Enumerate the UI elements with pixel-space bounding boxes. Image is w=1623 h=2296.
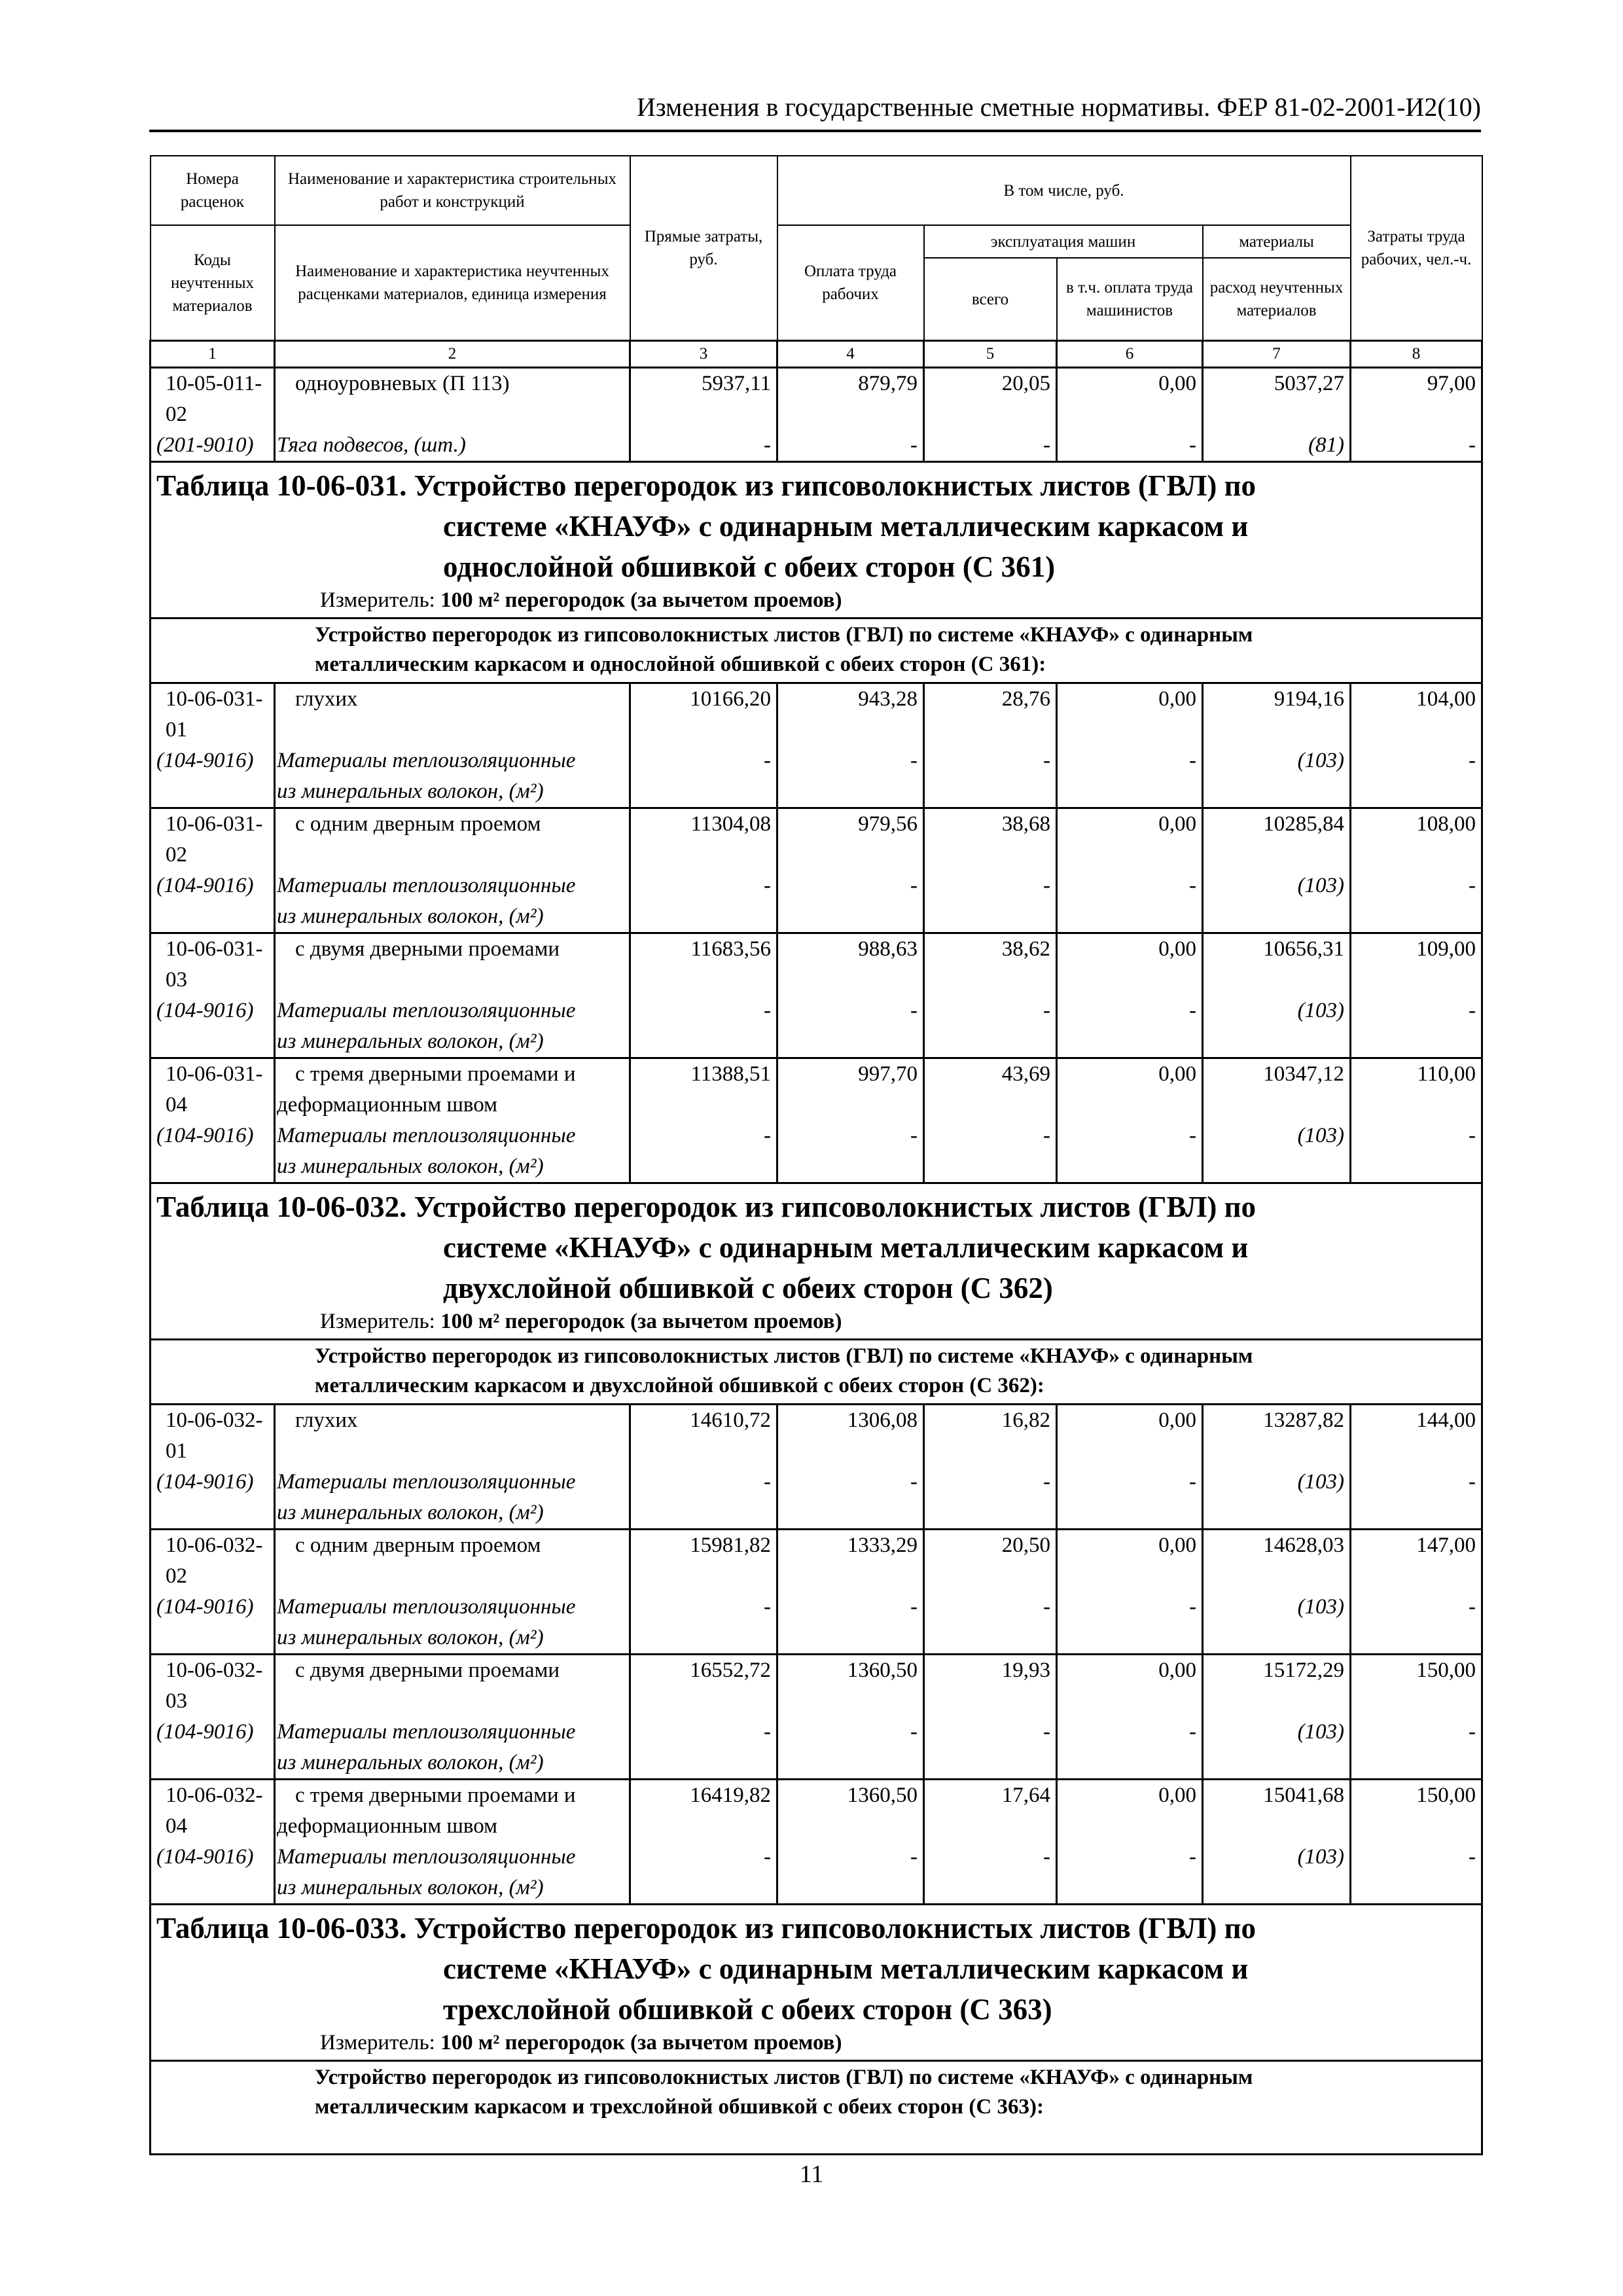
work-name: с двумя дверными проемами xyxy=(295,937,560,961)
value-cell xyxy=(630,1655,777,1780)
work-name-cell xyxy=(275,1780,630,1905)
material-value: - xyxy=(764,749,771,772)
value: 879,79 xyxy=(858,372,918,395)
value-cell xyxy=(630,1058,777,1183)
measure-value: 100 м² перегородок (за вычетом проемов) xyxy=(440,1310,842,1333)
value-cell xyxy=(1351,933,1482,1058)
value: 13287,82 xyxy=(1263,1408,1345,1432)
section-title-line: трехслойной обшивкой с обеих сторон (С 363) xyxy=(443,1993,1052,2026)
section-subtitle xyxy=(151,2061,1482,2155)
value-cell xyxy=(924,1655,1057,1780)
table-row xyxy=(151,933,1482,1058)
rate-code-suffix: 04 xyxy=(166,1814,187,1838)
material-value: (103) xyxy=(1297,1720,1345,1744)
rate-code-cell xyxy=(151,683,275,808)
value-cell xyxy=(1203,683,1351,808)
material-value: - xyxy=(910,433,918,457)
value-cell xyxy=(1351,368,1482,462)
work-name-cell xyxy=(275,1530,630,1655)
section-title-line: двухслойной обшивкой с обеих сторон (С 362) xyxy=(443,1272,1053,1304)
value: 20,05 xyxy=(1001,372,1050,395)
section-subtitle-line: металлическим каркасом и двухслойной обшивкой с обеих сторон (С 362): xyxy=(315,1374,1044,1397)
table-row xyxy=(151,683,1482,808)
value-cell xyxy=(777,1405,924,1530)
value-cell xyxy=(777,1655,924,1780)
material-value: - xyxy=(764,1720,771,1744)
header-materials: материалы xyxy=(1203,225,1351,258)
value: 17,64 xyxy=(1001,1784,1050,1807)
value: 38,68 xyxy=(1001,812,1050,836)
value: 150,00 xyxy=(1416,1784,1476,1807)
material-value: - xyxy=(1469,999,1476,1022)
material-value: (103) xyxy=(1297,749,1345,772)
material-value: - xyxy=(1189,749,1196,772)
value-cell xyxy=(777,933,924,1058)
material-value: - xyxy=(764,874,771,897)
value: 150,00 xyxy=(1416,1659,1476,1682)
section-title-line: Таблица 10-06-032. Устройство перегородок из гипсоволокнистых листов (ГВЛ) по xyxy=(156,1191,1257,1223)
material-name-cont: из минеральных волокон, (м²) xyxy=(277,905,544,928)
material-name-cont: из минеральных волокон, (м²) xyxy=(277,1626,544,1649)
material-value: - xyxy=(1189,1124,1196,1147)
material-code: (104-9016) xyxy=(156,874,254,897)
value: 0,00 xyxy=(1158,1659,1196,1682)
value-cell xyxy=(1203,933,1351,1058)
value-cell xyxy=(924,933,1057,1058)
material-value: - xyxy=(764,999,771,1022)
material-value: - xyxy=(1043,1720,1050,1744)
value-cell xyxy=(1057,1405,1203,1530)
work-name: с одним дверным проемом xyxy=(295,1534,541,1557)
value-cell xyxy=(1351,1655,1482,1780)
material-value: (103) xyxy=(1297,874,1345,897)
section-title-line: системе «КНАУФ» с одинарным металлическим каркасом и xyxy=(443,1231,1249,1264)
table-row xyxy=(151,1780,1482,1905)
material-value: - xyxy=(764,1470,771,1494)
value: 997,70 xyxy=(858,1062,918,1086)
rate-code-suffix: 02 xyxy=(166,843,187,867)
work-name-cont: деформационным швом xyxy=(277,1093,497,1117)
measure-value: 100 м² перегородок (за вычетом проемов) xyxy=(440,588,842,612)
value-cell xyxy=(777,1530,924,1655)
column-number: 5 xyxy=(924,341,1057,368)
rate-code: 10-06-032- xyxy=(166,1659,263,1682)
value: 11683,56 xyxy=(690,937,771,961)
work-name: с тремя дверными проемами и xyxy=(295,1784,576,1807)
material-code: (104-9016) xyxy=(156,1845,254,1869)
value: 104,00 xyxy=(1416,687,1476,711)
material-value: (81) xyxy=(1308,433,1345,457)
rate-code-suffix: 02 xyxy=(166,403,187,426)
material-code: (104-9016) xyxy=(156,999,254,1022)
value-cell xyxy=(630,1530,777,1655)
value-cell xyxy=(630,808,777,933)
material-value: - xyxy=(910,1470,918,1494)
column-number: 4 xyxy=(777,341,924,368)
material-value: - xyxy=(1043,1124,1050,1147)
header-including: В том числе, руб. xyxy=(777,156,1351,225)
material-code: (104-9016) xyxy=(156,1470,254,1494)
value: 147,00 xyxy=(1416,1534,1476,1557)
material-name: Материалы теплоизоляционные xyxy=(277,999,576,1022)
rate-code-cell xyxy=(151,1405,275,1530)
rate-code: 10-05-011- xyxy=(166,372,262,395)
work-name: с тремя дверными проемами и xyxy=(295,1062,576,1086)
work-name-cell xyxy=(275,808,630,933)
value: 38,62 xyxy=(1001,937,1050,961)
value: 16419,82 xyxy=(690,1784,771,1807)
material-value: - xyxy=(1043,749,1050,772)
value-cell xyxy=(1351,1780,1482,1905)
section-title-line: системе «КНАУФ» с одинарным металлическим каркасом и xyxy=(443,1952,1249,1985)
material-value: - xyxy=(1469,1595,1476,1619)
measure-label: Измеритель: xyxy=(320,588,441,612)
material-name-cont: из минеральных волокон, (м²) xyxy=(277,1030,544,1053)
material-value: - xyxy=(1189,433,1196,457)
rate-code-suffix: 03 xyxy=(166,1689,187,1713)
rate-code: 10-06-031- xyxy=(166,1062,263,1086)
rate-code-suffix: 04 xyxy=(166,1093,187,1117)
value-cell xyxy=(1203,808,1351,933)
work-name-cont: деформационным швом xyxy=(277,1814,497,1838)
value-cell xyxy=(924,808,1057,933)
header-labor-hours: Затраты труда рабочих, чел.-ч. xyxy=(1351,156,1482,341)
material-name-cont: из минеральных волокон, (м²) xyxy=(277,1501,544,1524)
material-value: - xyxy=(764,1845,771,1869)
value: 10285,84 xyxy=(1263,812,1345,836)
rate-code-suffix: 03 xyxy=(166,968,187,992)
rate-code-cell xyxy=(151,1780,275,1905)
rate-code-cell xyxy=(151,1530,275,1655)
value-cell xyxy=(777,808,924,933)
value-cell xyxy=(1057,1530,1203,1655)
material-code: (104-9016) xyxy=(156,749,254,772)
value: 97,00 xyxy=(1427,372,1476,395)
value-cell xyxy=(1203,1655,1351,1780)
value-cell xyxy=(1057,1058,1203,1183)
value: 943,28 xyxy=(858,687,918,711)
material-value: - xyxy=(1469,433,1476,457)
value-cell xyxy=(630,1780,777,1905)
rate-code-cell xyxy=(151,1655,275,1780)
value: 0,00 xyxy=(1158,1534,1196,1557)
value: 1360,50 xyxy=(847,1659,918,1682)
column-number: 8 xyxy=(1351,341,1482,368)
section-subtitle-line: металлическим каркасом и трехслойной обшивкой с обеих сторон (С 363): xyxy=(315,2095,1044,2119)
work-name: с одним дверным проемом xyxy=(295,812,541,836)
material-value: - xyxy=(1469,1845,1476,1869)
value-cell xyxy=(1203,368,1351,462)
value-cell xyxy=(630,1405,777,1530)
material-value: - xyxy=(1469,749,1476,772)
work-name-cell xyxy=(275,1655,630,1780)
material-value: - xyxy=(1189,999,1196,1022)
value-cell xyxy=(1057,368,1203,462)
value: 0,00 xyxy=(1158,937,1196,961)
table-section-title xyxy=(151,462,1482,619)
material-value: - xyxy=(1189,1845,1196,1869)
value: 0,00 xyxy=(1158,1062,1196,1086)
table-section-title xyxy=(151,1905,1482,2061)
column-number: 1 xyxy=(151,341,275,368)
value: 108,00 xyxy=(1416,812,1476,836)
section-subtitle-line: металлическим каркасом и однослойной обшивкой с обеих сторон (С 361): xyxy=(315,653,1046,676)
value-cell xyxy=(630,933,777,1058)
section-subtitle-line: Устройство перегородок из гипсоволокнистых листов (ГВЛ) по системе «КНАУФ» с одинарным xyxy=(315,1344,1253,1368)
table-row xyxy=(151,1405,1482,1530)
header-unaccounted-materials: расход неучтенных материалов xyxy=(1203,258,1351,341)
material-name: Материалы теплоизоляционные xyxy=(277,749,576,772)
table-row xyxy=(151,368,1482,462)
material-value: - xyxy=(1189,1595,1196,1619)
header-machines-total: всего xyxy=(924,258,1057,341)
value: 109,00 xyxy=(1416,937,1476,961)
material-code: (201-9010) xyxy=(156,433,254,457)
rate-code-suffix: 02 xyxy=(166,1564,187,1588)
material-value: - xyxy=(910,749,918,772)
value: 9194,16 xyxy=(1274,687,1345,711)
page-number: 11 xyxy=(799,2161,824,2188)
material-name: Материалы теплоизоляционные xyxy=(277,1124,576,1147)
value-cell xyxy=(630,683,777,808)
value-cell xyxy=(1351,808,1482,933)
material-value: - xyxy=(910,999,918,1022)
value-cell xyxy=(924,1780,1057,1905)
header-machines: эксплуатация машин xyxy=(924,225,1203,258)
work-name: глухих xyxy=(295,1408,358,1432)
section-title-line: Таблица 10-06-033. Устройство перегородок из гипсоволокнистых листов (ГВЛ) по xyxy=(156,1912,1257,1945)
value: 1306,08 xyxy=(847,1408,918,1432)
rate-code: 10-06-031- xyxy=(166,687,263,711)
material-code: (104-9016) xyxy=(156,1595,254,1619)
work-name-cell xyxy=(275,1058,630,1183)
section-title-line: Таблица 10-06-031. Устройство перегородок из гипсоволокнистых листов (ГВЛ) по xyxy=(156,469,1257,502)
value: 19,93 xyxy=(1001,1659,1050,1682)
rate-code: 10-06-032- xyxy=(166,1408,263,1432)
value-cell xyxy=(924,1058,1057,1183)
material-name: Материалы теплоизоляционные xyxy=(277,1470,576,1494)
column-number: 7 xyxy=(1203,341,1351,368)
material-name: Тяга подвесов, (шт.) xyxy=(277,433,466,457)
value-cell xyxy=(924,368,1057,462)
section-subtitle-line: Устройство перегородок из гипсоволокнистых листов (ГВЛ) по системе «КНАУФ» с одинарным xyxy=(315,623,1253,647)
material-value: - xyxy=(764,433,771,457)
material-value: - xyxy=(1189,1720,1196,1744)
value: 15172,29 xyxy=(1263,1659,1345,1682)
material-value: - xyxy=(910,1124,918,1147)
value: 10656,31 xyxy=(1263,937,1345,961)
section-title-line: однослойной обшивкой с обеих сторон (С 361) xyxy=(443,550,1056,583)
work-name-cell xyxy=(275,933,630,1058)
value: 110,00 xyxy=(1417,1062,1476,1086)
work-name-cell xyxy=(275,368,630,462)
rate-code: 10-06-032- xyxy=(166,1534,263,1557)
value-cell xyxy=(924,683,1057,808)
value: 11388,51 xyxy=(690,1062,771,1086)
material-value: (103) xyxy=(1297,1845,1345,1869)
work-name: глухих xyxy=(295,687,358,711)
rate-code: 10-06-031- xyxy=(166,937,263,961)
section-subtitle-line: Устройство перегородок из гипсоволокнистых листов (ГВЛ) по системе «КНАУФ» с одинарным xyxy=(315,2066,1253,2089)
material-value: - xyxy=(1189,1470,1196,1494)
value: 0,00 xyxy=(1158,1408,1196,1432)
measure xyxy=(156,1308,1476,1335)
material-code: (104-9016) xyxy=(156,1124,254,1147)
value-cell xyxy=(777,1780,924,1905)
material-value: - xyxy=(910,1720,918,1744)
value: 5937,11 xyxy=(701,372,771,395)
material-value: - xyxy=(1469,1124,1476,1147)
rate-code-cell xyxy=(151,933,275,1058)
material-value: - xyxy=(1043,999,1050,1022)
value-cell xyxy=(1203,1780,1351,1905)
table-row xyxy=(151,1655,1482,1780)
material-name-cont: из минеральных волокон, (м²) xyxy=(277,1751,544,1774)
rate-code-suffix: 01 xyxy=(166,718,187,742)
material-value: - xyxy=(910,1595,918,1619)
work-name: с двумя дверными проемами xyxy=(295,1659,560,1682)
material-value: - xyxy=(1043,433,1050,457)
value-cell xyxy=(1203,1058,1351,1183)
material-value: - xyxy=(764,1595,771,1619)
material-name-cont: из минеральных волокон, (м²) xyxy=(277,780,544,803)
value: 14610,72 xyxy=(690,1408,771,1432)
value: 988,63 xyxy=(858,937,918,961)
rate-code-suffix: 01 xyxy=(166,1439,187,1463)
value-cell xyxy=(777,368,924,462)
material-value: - xyxy=(1469,874,1476,897)
section-title-line: системе «КНАУФ» с одинарным металлическим каркасом и xyxy=(443,510,1249,543)
material-code: (104-9016) xyxy=(156,1720,254,1744)
value-cell xyxy=(1351,1058,1482,1183)
rate-code: 10-06-032- xyxy=(166,1784,263,1807)
value: 14628,03 xyxy=(1263,1534,1345,1557)
material-value: (103) xyxy=(1297,1470,1345,1494)
value: 0,00 xyxy=(1158,1784,1196,1807)
value-cell xyxy=(1203,1530,1351,1655)
measure-label: Измеритель: xyxy=(320,1310,441,1333)
value: 16552,72 xyxy=(690,1659,771,1682)
table-row xyxy=(151,1058,1482,1183)
header-material-names: Наименование и характеристика неучтенных расценками материалов, единица измерения xyxy=(275,225,630,341)
value-cell xyxy=(777,1058,924,1183)
value-cell xyxy=(924,1530,1057,1655)
value-cell xyxy=(1057,1655,1203,1780)
value-cell xyxy=(1351,1405,1482,1530)
value: 11304,08 xyxy=(690,812,771,836)
value-cell xyxy=(1057,683,1203,808)
rates-table xyxy=(149,155,1483,2155)
value-cell xyxy=(1203,1405,1351,1530)
measure-label: Измеритель: xyxy=(320,2031,441,2054)
material-value: - xyxy=(764,1124,771,1147)
material-name: Материалы теплоизоляционные xyxy=(277,1595,576,1619)
value: 16,82 xyxy=(1001,1408,1050,1432)
value-cell xyxy=(1057,933,1203,1058)
value-cell xyxy=(924,1405,1057,1530)
header-work-name: Наименование и характеристика строительных работ и конструкций xyxy=(275,156,630,225)
header-rule xyxy=(149,130,1481,132)
column-number: 2 xyxy=(275,341,630,368)
header-direct-costs: Прямые затраты, руб. xyxy=(630,156,777,341)
column-number: 6 xyxy=(1057,341,1203,368)
value: 28,76 xyxy=(1001,687,1050,711)
value: 144,00 xyxy=(1416,1408,1476,1432)
value: 5037,27 xyxy=(1274,372,1345,395)
value-cell xyxy=(1057,808,1203,933)
value: 979,56 xyxy=(858,812,918,836)
rate-code: 10-06-031- xyxy=(166,812,263,836)
rate-code-cell xyxy=(151,1058,275,1183)
value-cell xyxy=(1057,1780,1203,1905)
material-value: - xyxy=(910,1845,918,1869)
material-value: (103) xyxy=(1297,1124,1345,1147)
table-row xyxy=(151,808,1482,933)
value-cell xyxy=(630,368,777,462)
material-name-cont: из минеральных волокон, (м²) xyxy=(277,1876,544,1899)
running-header: Изменения в государственные сметные нормативы. ФЕР 81-02-2001-И2(10) xyxy=(636,92,1481,122)
header-machinist-pay: в т.ч. оплата труда машинистов xyxy=(1057,258,1203,341)
section-subtitle xyxy=(151,619,1482,683)
value: 1360,50 xyxy=(847,1784,918,1807)
header-rate-numbers: Номера расценок xyxy=(151,156,275,225)
value-cell xyxy=(777,683,924,808)
work-name-cell xyxy=(275,1405,630,1530)
value-cell xyxy=(1351,683,1482,808)
material-name: Материалы теплоизоляционные xyxy=(277,1720,576,1744)
rate-code-cell xyxy=(151,368,275,462)
header-worker-pay: Оплата труда рабочих xyxy=(777,225,924,341)
value: 10347,12 xyxy=(1263,1062,1345,1086)
header-material-codes: Коды неучтенных материалов xyxy=(151,225,275,341)
material-value: - xyxy=(910,874,918,897)
value: 0,00 xyxy=(1158,687,1196,711)
material-value: - xyxy=(1189,874,1196,897)
value: 43,69 xyxy=(1001,1062,1050,1086)
value: 0,00 xyxy=(1158,372,1196,395)
value: 1333,29 xyxy=(847,1534,918,1557)
value: 15981,82 xyxy=(690,1534,771,1557)
column-number: 3 xyxy=(630,341,777,368)
material-value: (103) xyxy=(1297,1595,1345,1619)
rate-code-cell xyxy=(151,808,275,933)
material-name: Материалы теплоизоляционные xyxy=(277,874,576,897)
work-name-cell xyxy=(275,683,630,808)
material-value: - xyxy=(1043,1595,1050,1619)
table-row xyxy=(151,1530,1482,1655)
material-value: - xyxy=(1043,1470,1050,1494)
value-cell xyxy=(1351,1530,1482,1655)
measure xyxy=(156,587,1476,613)
measure xyxy=(156,2030,1476,2056)
value: 0,00 xyxy=(1158,812,1196,836)
material-value: - xyxy=(1469,1720,1476,1744)
value: 20,50 xyxy=(1001,1534,1050,1557)
value: 15041,68 xyxy=(1263,1784,1345,1807)
work-name: одноуровневых (П 113) xyxy=(295,372,510,395)
material-value: - xyxy=(1043,874,1050,897)
material-value: - xyxy=(1043,1845,1050,1869)
material-name: Материалы теплоизоляционные xyxy=(277,1845,576,1869)
table-section-title xyxy=(151,1183,1482,1340)
material-value: - xyxy=(1469,1470,1476,1494)
value: 10166,20 xyxy=(690,687,771,711)
measure-value: 100 м² перегородок (за вычетом проемов) xyxy=(440,2031,842,2054)
material-value: (103) xyxy=(1297,999,1345,1022)
material-name-cont: из минеральных волокон, (м²) xyxy=(277,1155,544,1178)
section-subtitle xyxy=(151,1340,1482,1405)
